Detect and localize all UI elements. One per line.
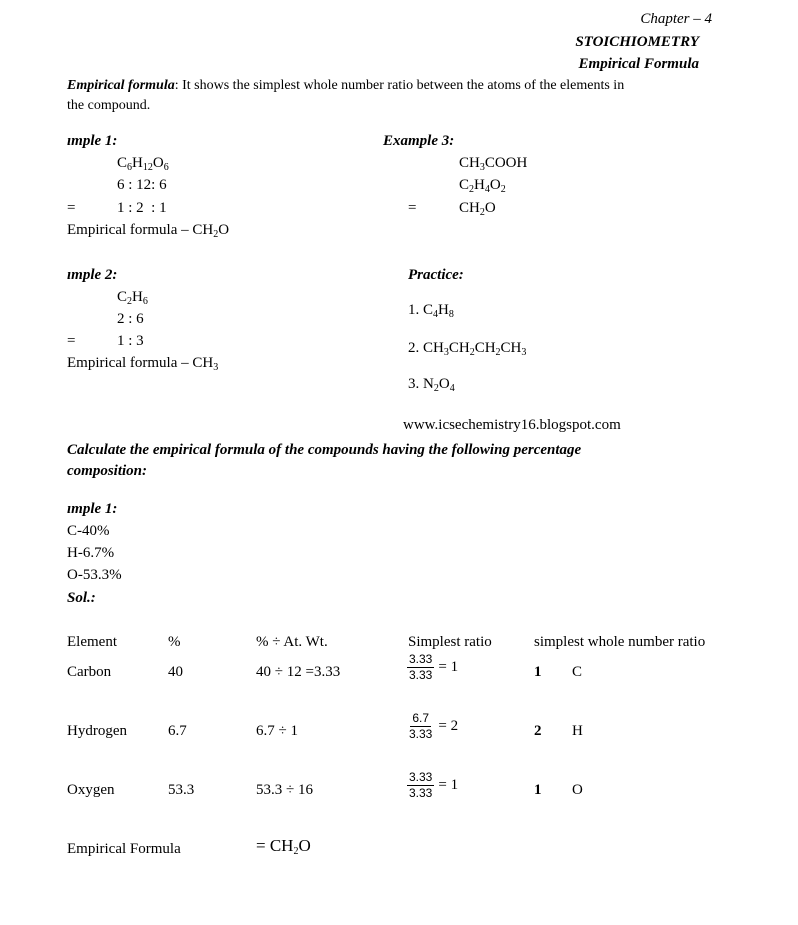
element-symbol: O	[572, 782, 583, 798]
practice-label: Practice:	[408, 267, 464, 283]
result-formula: $CH_2O$	[192, 222, 230, 240]
example-1-label: ımple 1:	[67, 133, 118, 149]
example-1-equals: =	[67, 200, 76, 216]
percent-value: 53.3	[168, 782, 195, 798]
example-3-result: $CH_2O$	[459, 200, 496, 218]
example-1-simple: 1 : 2 : 1	[117, 200, 167, 216]
example-2-simple: 1 : 3	[117, 333, 144, 349]
intro-term: Empirical formula	[67, 78, 175, 93]
website-link[interactable]: www.icsechemistry16.blogspot.com	[403, 417, 621, 433]
example-4-label: ımple 1:	[67, 501, 118, 517]
item-formula: $N_2O_4$	[423, 376, 455, 394]
ratio-fraction	[407, 711, 458, 742]
example-3-formula: $CH_3COOH$	[459, 155, 528, 173]
header-division: % ÷ At. Wt.	[256, 634, 328, 650]
numerator: 6.7	[412, 711, 430, 725]
calc-heading-1: Calculate the empirical formula of the compounds having the following percentage	[67, 442, 582, 458]
element-symbol: C	[572, 664, 583, 680]
division-value: 53.3 ÷ 16	[256, 782, 313, 798]
result-label: Empirical formula –	[67, 355, 193, 371]
example-2-result	[67, 354, 218, 372]
practice-item	[408, 375, 455, 393]
example-2-formula: $C_2H_6$	[117, 289, 148, 307]
denominator: 3.33	[409, 668, 433, 682]
composition-oxygen: O-53.3%	[67, 567, 122, 583]
element-name: Carbon	[67, 664, 112, 680]
example-1-formula: $C_6H_{12}O_6$	[117, 155, 169, 173]
ratio-result: = 2	[438, 718, 459, 734]
ratio-result: = 1	[438, 777, 459, 793]
item-number: 2.	[408, 340, 423, 356]
header-simplest: Simplest ratio	[408, 634, 492, 650]
example-3-label: Example 3:	[383, 133, 455, 149]
composition-carbon: C-40%	[67, 523, 110, 539]
percent-value: 40	[168, 664, 183, 680]
element-name: Oxygen	[67, 782, 115, 798]
whole-ratio: 1	[534, 664, 542, 680]
intro-line-1	[67, 77, 624, 95]
practice-item	[408, 301, 454, 319]
element-name: Hydrogen	[67, 723, 127, 739]
example-2-equals: =	[67, 333, 76, 349]
example-3-formula-2: $C_2H_4O_2$	[459, 177, 506, 195]
numerator: 3.33	[409, 652, 433, 666]
item-formula: $C_4H_8$	[423, 302, 454, 320]
solution-label: Sol.:	[67, 590, 96, 606]
example-1-ratio: 6 : 12: 6	[117, 177, 167, 193]
example-3-equals: =	[408, 200, 417, 216]
ratio-result: = 1	[438, 659, 459, 675]
intro-text: : It shows the simplest whole number ratio between the atoms of the elements in	[174, 78, 625, 93]
example-1-result	[67, 221, 229, 239]
item-formula: $CH_3CH_2CH_2CH_3$	[423, 340, 527, 358]
denominator: 3.33	[409, 727, 433, 741]
division-value: 40 ÷ 12 =3.33	[256, 664, 341, 680]
element-symbol: H	[572, 723, 583, 739]
ratio-fraction	[407, 652, 458, 683]
result-label: Empirical formula –	[67, 222, 193, 238]
denominator: 3.33	[409, 786, 433, 800]
page-title: STOICHIOMETRY	[575, 34, 699, 50]
whole-ratio: 1	[534, 782, 542, 798]
item-number: 1.	[408, 302, 423, 318]
numerator: 3.33	[409, 770, 433, 784]
division-value: 6.7 ÷ 1	[256, 723, 298, 739]
practice-item	[408, 339, 526, 357]
result-formula: $CH_3$	[192, 355, 219, 373]
example-2-label: ımple 2:	[67, 267, 118, 283]
whole-ratio: 2	[534, 723, 542, 739]
example-2-ratio: 2 : 6	[117, 311, 144, 327]
percent-value: 6.7	[168, 723, 187, 739]
chapter-label: Chapter – 4	[640, 11, 712, 27]
final-label: Empirical Formula	[67, 841, 181, 857]
composition-hydrogen: H-6.7%	[67, 545, 115, 561]
final-formula: = $CH_2O$	[256, 836, 311, 857]
intro-line-2: the compound.	[67, 98, 151, 113]
calc-heading-2: composition:	[67, 463, 148, 479]
header-whole: simplest whole number ratio	[534, 634, 706, 650]
page-subtitle: Empirical Formula	[578, 56, 699, 72]
header-element: Element	[67, 634, 117, 650]
header-percent: %	[168, 634, 181, 650]
item-number: 3.	[408, 376, 423, 392]
ratio-fraction	[407, 770, 458, 801]
